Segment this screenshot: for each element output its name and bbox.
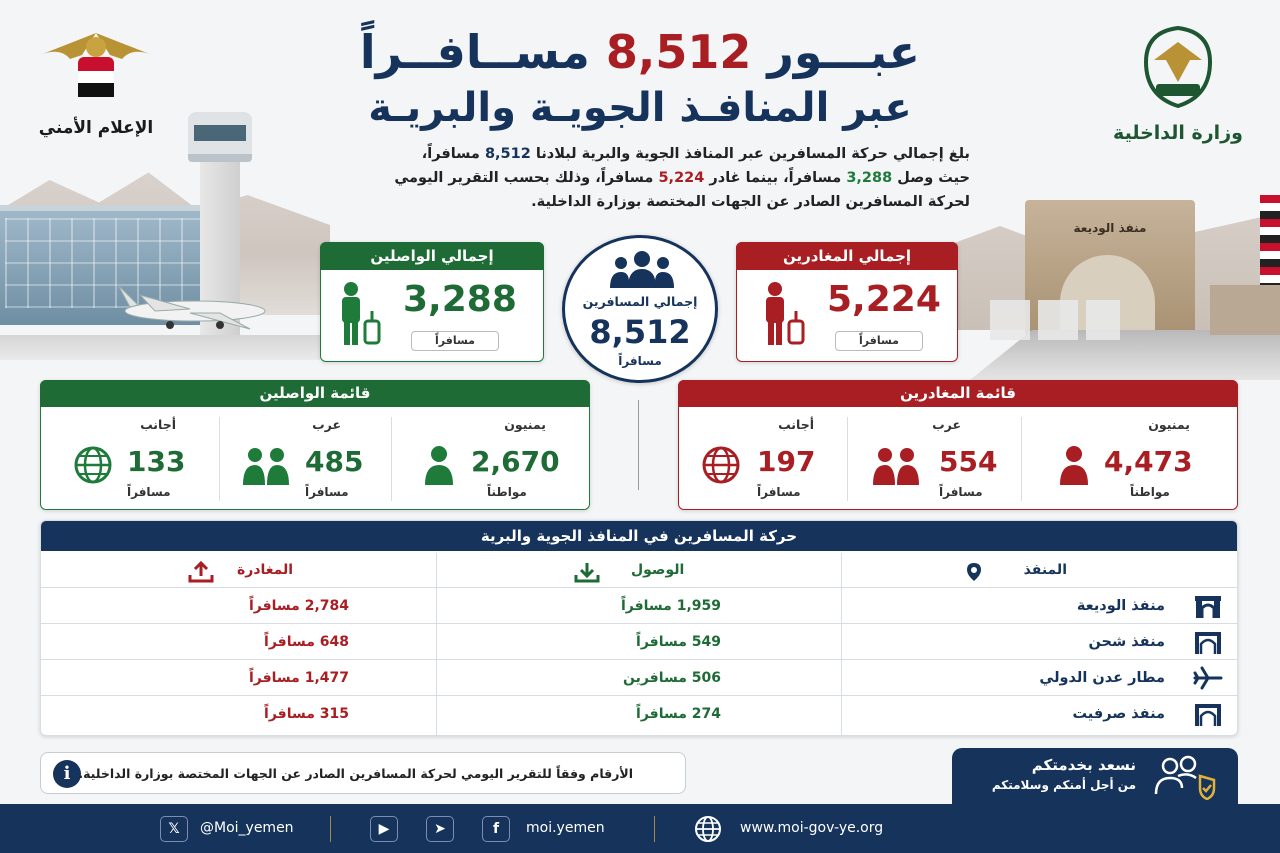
globe-icon[interactable]: [694, 815, 722, 843]
ports-table: [40, 520, 1238, 736]
column-header-port-label: المنفذ: [1023, 562, 1067, 578]
cell-unit: مسافراً: [305, 485, 349, 499]
arrival-unit: مسافراً: [620, 598, 672, 614]
download-arrow-icon: [573, 561, 601, 583]
cell-label: أجانب: [778, 417, 814, 432]
intro-text: حيث وصل: [897, 170, 970, 186]
arrival-cell: [561, 696, 721, 732]
divider: [1021, 417, 1022, 501]
arrivals-total-unit: مسافراً: [411, 331, 499, 351]
cell-label: يمنيون: [504, 417, 546, 432]
group-icon: [607, 250, 677, 290]
departure-value: 648: [319, 634, 349, 650]
headline-line-2: عبر المنافـذ الجويـة والبريـة: [368, 85, 912, 131]
departure-value: 1,477: [304, 670, 349, 686]
arrivals-arabs: [221, 411, 391, 506]
departures-total-value: 5,224: [827, 279, 941, 320]
departures-list-title: قائمة المغادرين: [678, 380, 1238, 407]
upload-arrow-icon: [187, 561, 215, 583]
departure-value: 2,784: [304, 598, 349, 614]
intro-line-3: لحركة المسافرين الصادر عن الجهات المختصة بوزارة الداخلية.: [531, 194, 970, 210]
cell-value: 2,670: [471, 445, 560, 478]
headline-prefix: عبـــور: [767, 25, 921, 79]
all-travelers-circle: [562, 235, 718, 383]
arrivals-total-value: 3,288: [403, 279, 517, 320]
departures-arabs: [851, 411, 1019, 506]
side-building: [1210, 285, 1280, 335]
intro-text: بلغ إجمالي حركة المسافرين عبر المنافذ الجوية والبرية لبلادنا: [535, 146, 970, 162]
arrivals-foreigners: [51, 411, 216, 506]
headline-suffix: مســافــراً: [359, 25, 590, 79]
service-badge: [952, 748, 1238, 804]
people-icon: [871, 445, 921, 485]
airplane-icon: [1193, 666, 1223, 690]
departure-cell: [179, 696, 349, 732]
arrival-cell: [561, 588, 721, 624]
intro-line-1: [330, 142, 970, 166]
port-name: منفذ الوديعة: [1076, 598, 1165, 614]
headline-line-1: [330, 22, 950, 82]
info-icon: i: [53, 760, 81, 788]
ministry-label: وزارة الداخلية: [1113, 122, 1243, 144]
cell-value: 4,473: [1104, 445, 1193, 478]
table-row: [41, 587, 1237, 623]
telegram-icon[interactable]: ➤: [426, 816, 454, 842]
arrival-cell: [561, 660, 721, 696]
cell-unit: مواطناً: [487, 485, 527, 499]
arrivals-total-card: [320, 242, 544, 362]
service-line-1: نسعد بخدمتكم: [1031, 756, 1136, 774]
flags: [1260, 195, 1280, 285]
departure-cell: [179, 660, 349, 696]
cell-label: يمنيون: [1148, 417, 1190, 432]
departures-total-card: [736, 242, 958, 362]
port-name: منفذ شحن: [1088, 634, 1165, 650]
divider: [219, 417, 220, 501]
youtube-icon[interactable]: ▶: [370, 816, 398, 842]
location-pin-icon: [967, 563, 981, 581]
arch-icon: [1193, 702, 1223, 726]
cell-value: 485: [305, 445, 364, 478]
traveler-icon: [335, 281, 381, 347]
person-icon: [417, 445, 461, 485]
lists-divider: [638, 400, 639, 490]
facebook-link[interactable]: moi.yemen: [526, 820, 605, 836]
service-line-2: من أجل أمنكم وسلامتكم: [991, 778, 1136, 792]
globe-icon: [71, 445, 115, 485]
departure-unit: مسافراً: [264, 706, 315, 722]
cell-value: 554: [939, 445, 998, 478]
column-header-arrival-label: الوصول: [631, 562, 685, 578]
cell-unit: مواطناً: [1130, 485, 1170, 499]
departure-unit: مسافراً: [248, 598, 300, 614]
intro-text: مسافراً، وذلك بحسب التقرير اليومي: [394, 170, 654, 186]
port-name: منفذ صرفيت: [1072, 706, 1165, 722]
facebook-icon[interactable]: f: [482, 816, 510, 842]
cell-label: عرب: [312, 417, 341, 432]
x-twitter-icon[interactable]: 𝕏: [160, 816, 188, 842]
departures-total-unit: مسافراً: [835, 331, 923, 351]
arrival-value: 506: [691, 670, 721, 686]
tarmac: [0, 335, 320, 360]
divider: [847, 417, 848, 501]
intro-text: مسافراً، بينما غادر: [709, 170, 842, 186]
column-header-port: [1024, 553, 1067, 587]
arch-icon: [1193, 630, 1223, 654]
footer-bar: [0, 804, 1280, 853]
table-row: [41, 623, 1237, 659]
all-travelers-label: إجمالي المسافرين: [582, 294, 698, 309]
arrival-value: 549: [691, 634, 721, 650]
departure-cell: [179, 588, 349, 624]
arrivals-yemenis: [401, 411, 586, 506]
security-media-label: الإعلام الأمني: [38, 118, 154, 138]
x-handle-link[interactable]: @Moi_yemen: [200, 820, 294, 836]
intro-arrivals-number: 3,288: [846, 170, 893, 186]
arrival-unit: مسافراً: [636, 706, 687, 722]
all-travelers-unit: مسافراً: [618, 354, 662, 368]
departure-cell: [179, 624, 349, 660]
intro-text: مسافراً،: [421, 146, 480, 162]
website-link[interactable]: www.moi-gov-ye.org: [740, 820, 884, 836]
globe-icon: [699, 445, 743, 485]
intro-paragraph: [330, 142, 970, 214]
footer-divider: [330, 816, 331, 842]
divider: [391, 417, 392, 501]
table-row: [41, 695, 1237, 731]
control-tower-glass: [194, 125, 246, 141]
ministry-emblem-icon: [1136, 22, 1220, 112]
column-header-departure-label: المغادرة: [237, 562, 294, 578]
footer-divider: [654, 816, 655, 842]
cell-label: أجانب: [140, 417, 176, 432]
departure-value: 315: [319, 706, 349, 722]
traveler-icon: [759, 281, 805, 347]
airplane-image: [100, 285, 290, 333]
source-note-text: الأرقام وفقاً للتقرير اليومي لحركة المسافرين الصادر عن الجهات المختصة بوزارة الداخلية.: [78, 766, 633, 781]
gate-sign: منفذ الوديعة: [1073, 221, 1147, 235]
departure-unit: مسافراً: [264, 634, 315, 650]
table-row: [41, 659, 1237, 695]
people-shield-icon: [1152, 754, 1218, 800]
trucks: [990, 300, 1120, 340]
arrival-cell: [561, 624, 721, 660]
arrival-unit: مسافراً: [636, 634, 687, 650]
arrivals-list: [40, 380, 590, 510]
departure-unit: مسافراً: [248, 670, 300, 686]
departures-foreigners: [689, 411, 844, 506]
cell-label: عرب: [932, 417, 961, 432]
intro-line-2: [330, 166, 970, 190]
arrival-value: 274: [691, 706, 721, 722]
cell-unit: مسافراً: [939, 485, 983, 499]
intro-total-number: 8,512: [484, 146, 531, 162]
person-icon: [1052, 445, 1096, 485]
eagle-emblem-icon: [30, 25, 162, 105]
cell-unit: مسافراً: [127, 485, 171, 499]
arrival-value: 1,959: [676, 598, 721, 614]
cell-value: 197: [757, 445, 816, 478]
headline-number: 8,512: [605, 25, 752, 79]
arrivals-total-title: إجمالي الواصلين: [320, 242, 544, 270]
departures-total-title: إجمالي المغادرين: [736, 242, 958, 270]
ports-table-title: حركة المسافرين في المنافذ الجوية والبرية: [41, 521, 1237, 551]
intro-departures-number: 5,224: [658, 170, 705, 186]
port-name: مطار عدن الدولي: [1039, 670, 1165, 686]
departures-list: [678, 380, 1238, 510]
gate-icon: [1193, 594, 1223, 618]
arrival-unit: مسافرين: [622, 670, 687, 686]
column-header-departure: [237, 553, 293, 587]
cell-value: 133: [127, 445, 186, 478]
column-header-arrival: [631, 553, 684, 587]
arrivals-list-title: قائمة الواصلين: [40, 380, 590, 407]
departures-yemenis: [1024, 411, 1234, 506]
people-icon: [241, 445, 291, 485]
all-travelers-value: 8,512: [589, 313, 691, 351]
source-note: [40, 752, 686, 794]
cell-unit: مسافراً: [757, 485, 801, 499]
